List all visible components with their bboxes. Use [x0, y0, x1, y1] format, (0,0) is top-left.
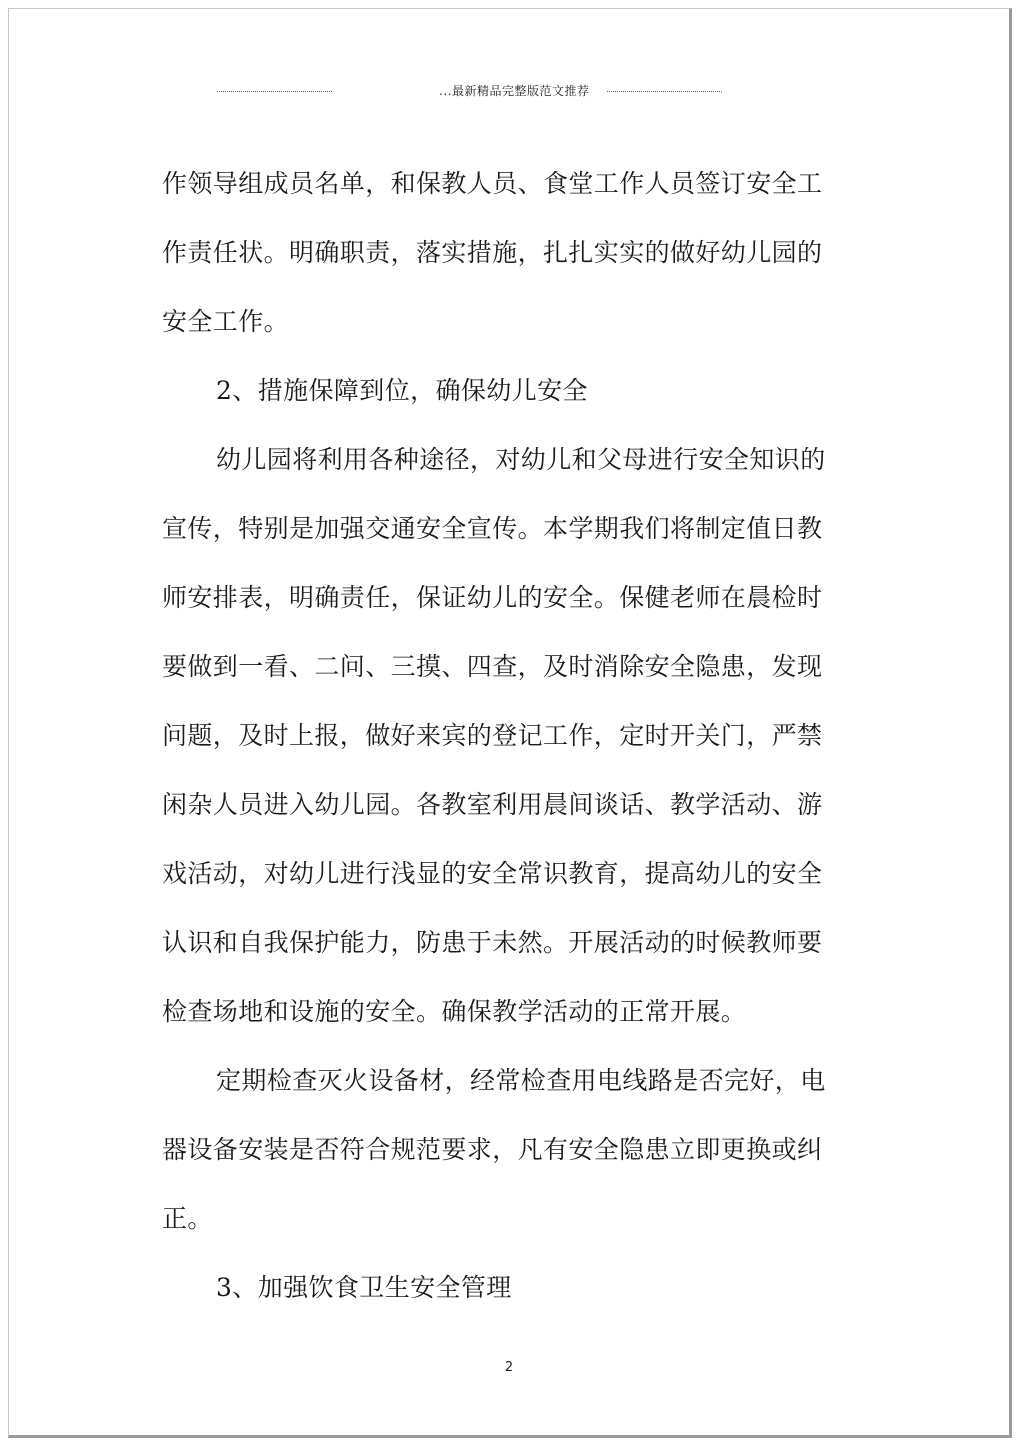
- body-text: [162, 149, 826, 1322]
- text-line: 闲杂人员进入幼儿园。各教室利用晨间谈话、教学活动、游: [162, 790, 823, 819]
- text-line: 认识和自我保护能力，防患于未然。开展活动的时候教师要: [162, 928, 823, 957]
- page-header: [217, 81, 722, 101]
- text-line: 作责任状。明确职责，落实措施，扎扎实实的做好幼儿园的: [162, 238, 823, 267]
- text-line: 作领导组成员名单，和保教人员、食堂工作人员签订安全工: [162, 169, 823, 198]
- text-line: 要做到一看、二问、三摸、四查，及时消除安全隐患，发现: [162, 652, 823, 681]
- section-heading: 3、加强饮食卫生安全管理: [216, 1273, 512, 1302]
- text-line: 检查场地和设施的安全。确保教学活动的正常开展。: [162, 997, 747, 1026]
- page-number: 2: [504, 1360, 514, 1375]
- text-line: 安全工作。: [162, 307, 290, 336]
- text-line: 定期检查灭火设备材，经常检查用电线路是否完好，电: [216, 1066, 826, 1095]
- document-page: [8, 8, 1012, 1438]
- text-line: 宣传，特别是加强交通安全宣传。本学期我们将制定值日教: [162, 514, 823, 543]
- header-dotted-rule-left: [217, 91, 332, 92]
- header-dotted-rule-right: [607, 91, 722, 92]
- section-heading: 2、措施保障到位，确保幼儿安全: [216, 376, 588, 405]
- text-line: 幼儿园将利用各种途径，对幼儿和父母进行安全知识的: [216, 445, 826, 474]
- header-title: ...最新精品完整版范文推荐: [439, 84, 590, 98]
- text-line: 正。: [162, 1204, 213, 1233]
- text-line: 问题，及时上报，做好来宾的登记工作，定时开关门，严禁: [162, 721, 823, 750]
- text-line: 师安排表，明确责任，保证幼儿的安全。保健老师在晨检时: [162, 583, 823, 612]
- text-line: 器设备安装是否符合规范要求，凡有安全隐患立即更换或纠: [162, 1135, 823, 1164]
- text-line: 戏活动，对幼儿进行浅显的安全常识教育，提高幼儿的安全: [162, 859, 823, 888]
